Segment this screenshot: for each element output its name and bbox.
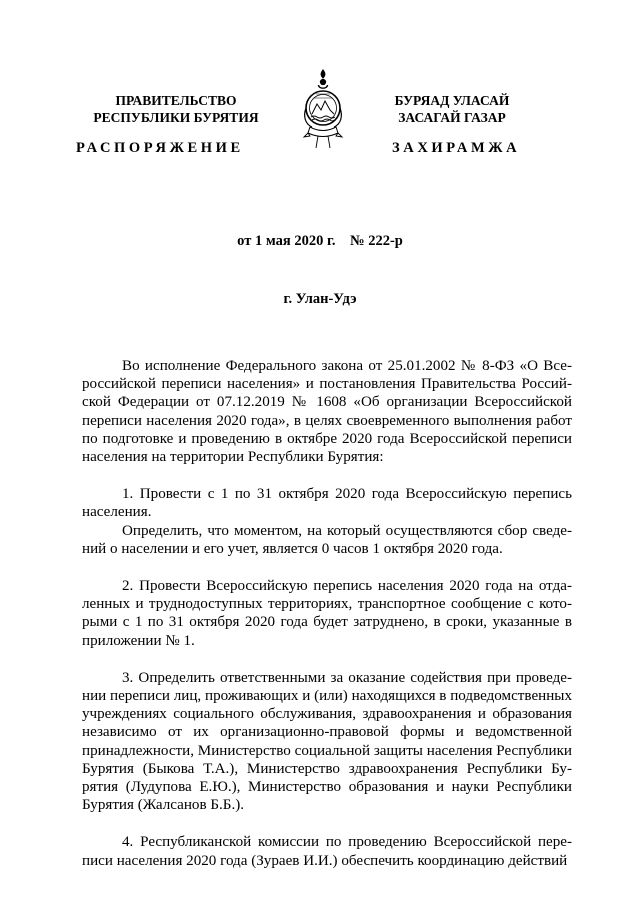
paragraph-3: 3. Определить ответственными за оказание содействия при проведении переписи лиц, проживающих и (или) находящихся в подведомственных учреждениях социального обслуживания, здравоохранения и образования независимо от их организационно-правовой формы и ведомственной принадлежности, Министерство социальной защиты населения Республики Бурятия (Быкова Т.А.), Министерство здравоохранения Республики Бурятия (Лудупова Е.Ю.), Министерство образования и науки Республики Бурятия (Жалсанов Б.Б.). (82, 669, 572, 814)
document-type-russian: РАСПОРЯЖЕНИЕ (76, 140, 244, 156)
issuer-line-1-buryat: БУРЯАД УЛАСАЙ (394, 93, 510, 108)
paragraph-4: 4. Республиканской комиссии по проведению Всероссийской переписи населения 2020 года (Зураев И.И.) обеспечить координацию действий (82, 834, 572, 869)
issuer-name-russian (66, 92, 286, 126)
buryatia-coat-of-arms-icon (298, 64, 348, 154)
issuer-line-2: РЕСПУБЛИКИ БУРЯТИЯ (93, 110, 259, 125)
document-type-buryat: ЗАХИРАМЖА (392, 140, 521, 156)
document-body (82, 357, 572, 870)
paragraph-1-continuation: Определить, что моментом, на который осуществляются сбор сведений о населении и его учет, является 0 часов 1 октября 2020 года. (82, 522, 572, 557)
issuer-line-1: ПРАВИТЕЛЬСТВО (115, 93, 237, 108)
issuer-name-buryat (362, 92, 542, 126)
document-city: г. Улан-Удэ (283, 291, 357, 307)
paragraph-2: 2. Провести Всероссийскую перепись населения 2020 года на отдаленных и труднодоступных территориях, транспортное сообщение с которыми с 1 по 31 октября 2020 года будет затруднено, в сроки, указанные в приложении № 1. (82, 578, 572, 649)
preamble-paragraph: Во исполнение Федерального закона от 25.01.2002 № 8-ФЗ «О Всероссийской переписи населения» и постановления Правительства Российской Федерации от 07.12.2019 № 1608 «Об организации Всероссийской переписи населения 2020 года», в целях своевременного выполнения работ по подготовке и проведению в октябре 2020 года Всероссийской переписи населения на территории Республики Бурятия: (82, 358, 572, 466)
document-date-number: от 1 мая 2020 г. № 222-р (237, 233, 403, 249)
paragraph-1: 1. Провести с 1 по 31 октября 2020 года Всероссийскую перепись населения. (82, 486, 572, 521)
issuer-line-2-buryat: ЗАСАГАЙ ГАЗАР (398, 110, 506, 125)
